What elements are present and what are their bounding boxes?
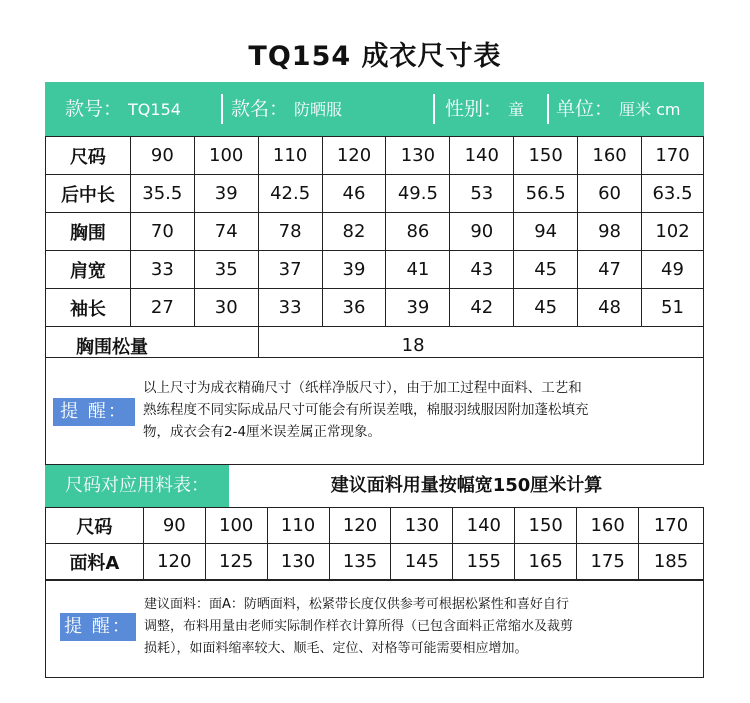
- size-cell: 160: [577, 508, 639, 544]
- table-cell: 41: [386, 251, 450, 289]
- table-cell: 94: [514, 213, 578, 251]
- tip-badge-1: 提 醒：: [53, 398, 135, 426]
- divider: [547, 94, 549, 124]
- tip-line: 损耗），如面料缩率较大、顺毛、定位、对格等可能需要相应增加。: [144, 641, 528, 656]
- table-cell: 145: [391, 544, 453, 580]
- table-cell: 185: [639, 544, 704, 580]
- table-cell: 33: [130, 251, 194, 289]
- table-cell: 70: [130, 213, 194, 251]
- table-cell: 33: [258, 289, 322, 327]
- table-cell: 135: [329, 544, 391, 580]
- style-name-label: 款名：: [231, 98, 289, 120]
- table-cell: 45: [514, 251, 578, 289]
- table-cell: 47: [578, 251, 642, 289]
- table-row: [46, 251, 704, 289]
- size-cell: 110: [267, 508, 329, 544]
- tip-box-1: [45, 357, 704, 465]
- tip-line: 建议面料：面A：防晒面料，松紧带长度仅供参考可根据松紧性和喜好自行: [144, 597, 569, 612]
- table-cell: 48: [578, 289, 642, 327]
- table-cell: 86: [386, 213, 450, 251]
- style-name: [231, 82, 342, 136]
- row-label-chest: 胸围: [46, 213, 131, 251]
- size-cell: 140: [453, 508, 515, 544]
- table-cell: 90: [450, 213, 514, 251]
- table-cell: 63.5: [642, 175, 704, 213]
- table-cell: 98: [578, 213, 642, 251]
- size-cell: 150: [514, 137, 578, 175]
- size-cell: 130: [391, 508, 453, 544]
- size-cell: 160: [578, 137, 642, 175]
- size-cell: 110: [258, 137, 322, 175]
- fabric-header-label: 尺码: [46, 508, 144, 544]
- table-cell: 56.5: [514, 175, 578, 213]
- style-number-label: 款号：: [65, 98, 123, 120]
- table-cell: 120: [143, 544, 205, 580]
- table-cell: 82: [322, 213, 386, 251]
- table-cell: 53: [450, 175, 514, 213]
- table-cell: 30: [194, 289, 258, 327]
- divider: [433, 94, 435, 124]
- fabric-row-label: 面料A: [46, 544, 144, 580]
- table-cell: 60: [578, 175, 642, 213]
- table-cell: 43: [450, 251, 514, 289]
- tip-line: 熟练程度不同实际成品尺寸可能会有所误差哦，棉服羽绒服因附加蓬松填充: [143, 402, 589, 418]
- table-row: [46, 175, 704, 213]
- unit-label: 单位：: [556, 98, 614, 120]
- table-cell: 130: [267, 544, 329, 580]
- size-header-label: 尺码: [46, 137, 131, 175]
- style-name-value: 防晒服: [294, 100, 343, 119]
- table-cell: 35.5: [130, 175, 194, 213]
- table-cell: 36: [322, 289, 386, 327]
- tip-text-1: [143, 377, 698, 443]
- size-cell: 120: [329, 508, 391, 544]
- table-cell: 78: [258, 213, 322, 251]
- table-cell: 49.5: [386, 175, 450, 213]
- size-cell: 170: [639, 508, 704, 544]
- table-row: [46, 289, 704, 327]
- table-cell: 39: [194, 175, 258, 213]
- table-cell: 42.5: [258, 175, 322, 213]
- ease-label: 胸围松量: [46, 327, 259, 365]
- row-label-shoulder: 肩宽: [46, 251, 131, 289]
- tip-badge-2: 提 醒：: [60, 613, 136, 641]
- table-cell: 42: [450, 289, 514, 327]
- page-title: TQ154 成衣尺寸表: [248, 41, 502, 72]
- row-label-back-length: 后中长: [46, 175, 131, 213]
- style-number: [65, 82, 181, 136]
- fabric-section-title: 建议面料用量按幅宽150厘米计算: [330, 475, 603, 496]
- tip-line: 以上尺寸为成衣精确尺寸（纸样净版尺寸），由于加工过程中面料、工艺和: [143, 380, 582, 396]
- gender-value: 童: [508, 100, 525, 119]
- size-cell: 170: [642, 137, 704, 175]
- ease-value: 18: [258, 327, 703, 365]
- size-table: [45, 136, 704, 365]
- tip-box-2: [45, 580, 704, 678]
- gender: [445, 82, 524, 136]
- style-number-value: TQ154: [128, 100, 181, 119]
- size-cell: 100: [205, 508, 267, 544]
- gender-label: 性别：: [445, 98, 503, 120]
- table-row: [46, 213, 704, 251]
- table-cell: 39: [322, 251, 386, 289]
- fabric-section-label: 尺码对应用料表：: [45, 465, 229, 507]
- tip-text-2: [144, 594, 699, 660]
- size-cell: 130: [386, 137, 450, 175]
- table-cell: 155: [453, 544, 515, 580]
- divider: [221, 94, 223, 124]
- table-cell: 51: [642, 289, 704, 327]
- fabric-table: [45, 507, 704, 580]
- unit: [556, 82, 681, 136]
- table-cell: 46: [322, 175, 386, 213]
- table-cell: 102: [642, 213, 704, 251]
- size-header-row: [46, 137, 704, 175]
- unit-value: 厘米 cm: [619, 100, 681, 119]
- fabric-row: [46, 544, 704, 580]
- table-cell: 37: [258, 251, 322, 289]
- size-cell: 150: [515, 508, 577, 544]
- table-cell: 74: [194, 213, 258, 251]
- row-label-sleeve: 袖长: [46, 289, 131, 327]
- table-cell: 49: [642, 251, 704, 289]
- size-cell: 140: [450, 137, 514, 175]
- table-cell: 45: [514, 289, 578, 327]
- table-cell: 165: [515, 544, 577, 580]
- info-bar: [45, 82, 704, 136]
- tip-line: 物，成衣会有2-4厘米误差属正常现象。: [143, 424, 382, 440]
- table-cell: 35: [194, 251, 258, 289]
- fabric-header-row: [46, 508, 704, 544]
- table-cell: 27: [130, 289, 194, 327]
- tip-line: 调整，布料用量由老师实际制作样衣计算所得（已包含面料正常缩水及裁剪: [144, 619, 574, 634]
- size-cell: 120: [322, 137, 386, 175]
- size-cell: 90: [143, 508, 205, 544]
- table-cell: 125: [205, 544, 267, 580]
- size-cell: 90: [130, 137, 194, 175]
- size-cell: 100: [194, 137, 258, 175]
- table-cell: 39: [386, 289, 450, 327]
- table-cell: 175: [577, 544, 639, 580]
